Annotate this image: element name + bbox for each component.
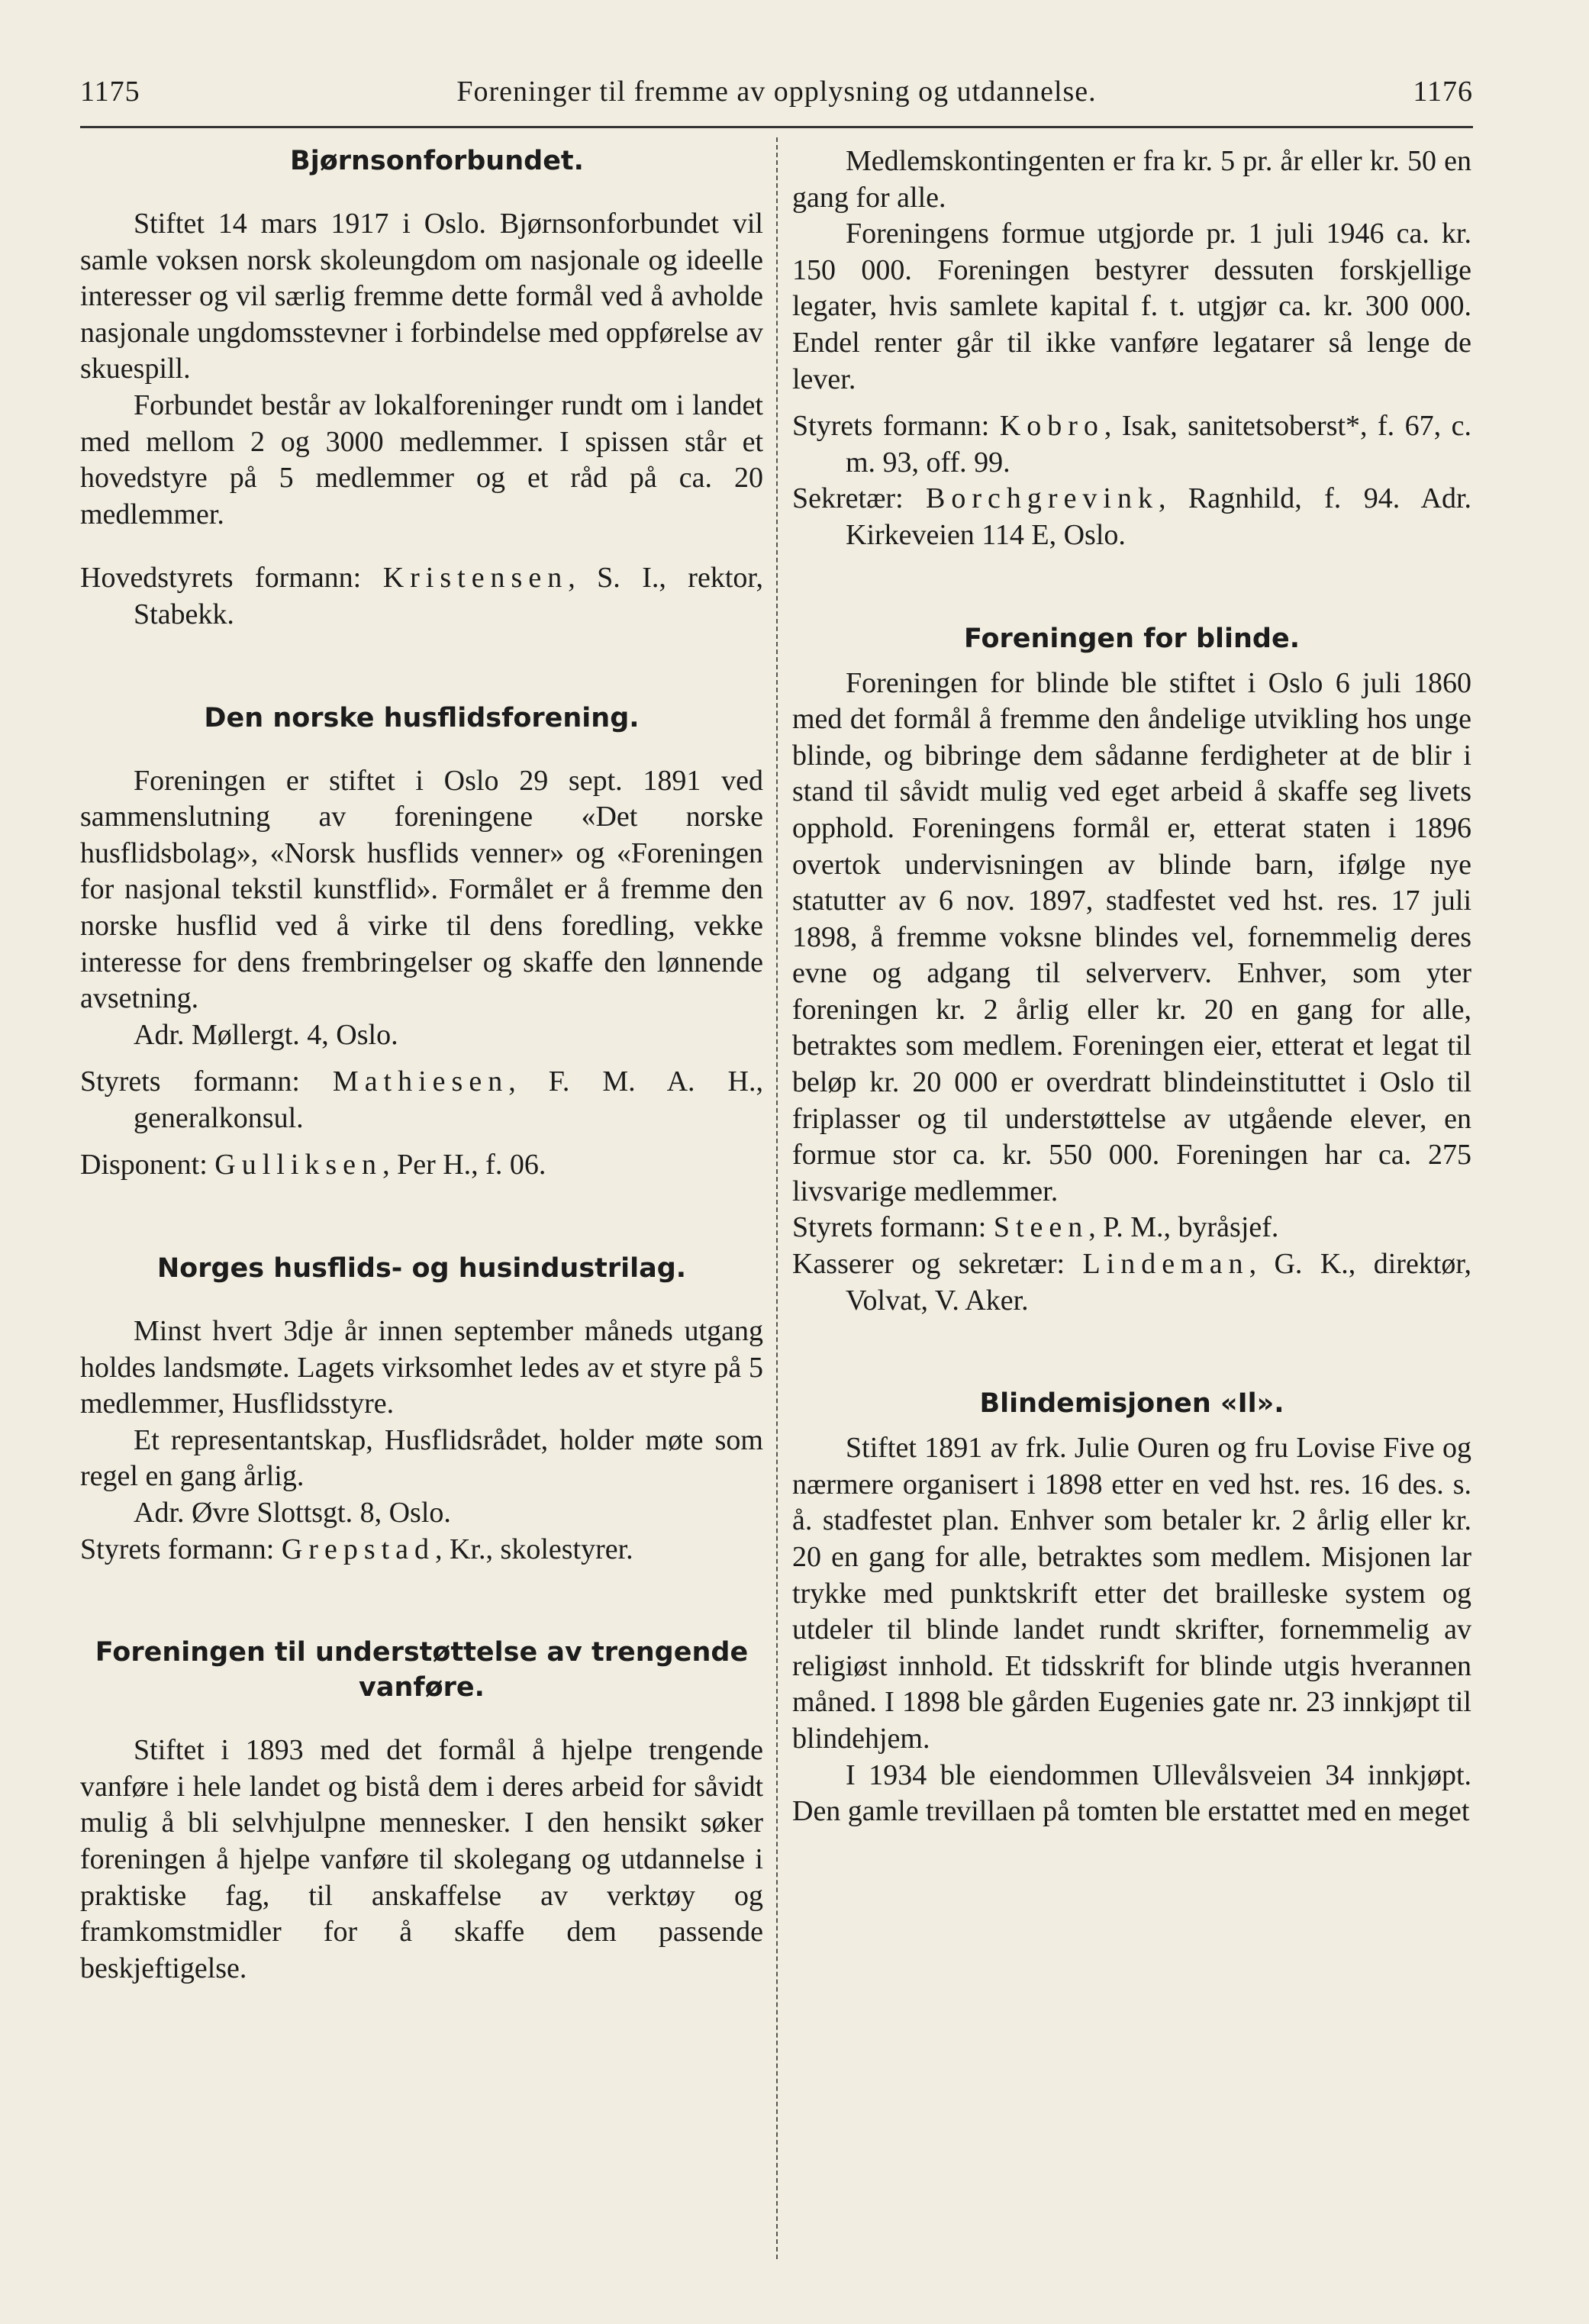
left-column [80, 143, 763, 1987]
officer-details: , Isak, sanitetsoberst*, f. 67, c. m. 93, off. 99. [846, 410, 1471, 479]
paragraph: Stiftet i 1893 med det formål å hjelpe trengende vanføre i hele landet og bistå dem i deres arbeid for såvidt mulig å bli selvhjulpne mennesker. I den hensikt søker foreningen å hjelpe vanføre til skolegang og utdannelse i praktiske fag, til anskaffelse av verktøy og framkomstmidler for å skaffe dem passende beskjeftigelse. [80, 1734, 763, 1984]
officer-details: , Ragnhild, f. 94. Adr. Kirkeveien 114 E, Oslo. [846, 482, 1471, 551]
officer-name: Lindeman [1082, 1248, 1249, 1281]
officer-line [792, 408, 1471, 481]
section-husflidsforening [80, 701, 763, 1185]
officer-line [792, 1210, 1471, 1246]
officer-name: Kristensen [382, 562, 569, 595]
paragraph: Minst hvert 3dje år innen september måneds utgang holdes landsmøte. Lagets virksomhet ledes av et styre på 5 medlemmer, Husflidsstyre. [80, 1315, 763, 1420]
officer-role: Styrets formann: [80, 1533, 282, 1565]
page-number-right: 1176 [1413, 76, 1473, 108]
address-line: Adr. Øvre Slottsgt. 8, Oslo. [134, 1497, 451, 1529]
address-line: Adr. Møllergt. 4, Oslo. [134, 1018, 398, 1051]
officer-line [80, 560, 763, 633]
officer-role: Styrets formann: [792, 410, 1000, 443]
column-divider [776, 137, 778, 2259]
section-heading: Foreningen til understøttelse av trengende vanføre. [95, 1637, 749, 1704]
section-heading: Bjørnsonforbundet. [290, 146, 584, 176]
section-heading: Den norske husflidsforening. [204, 702, 640, 733]
officer-details: , S. I., rektor, Stabekk. [134, 562, 764, 630]
officer-details: , Per H., f. 06. [382, 1149, 546, 1181]
paragraph: Stiftet 1891 av frk. Julie Ouren og fru Lovise Five og nærmere organisert i 1898 etter en ved hst. res. 16 des. s. å. stadfestet plan. Enhver som betaler kr. 2 årlig eller kr. 20 en gang for alle, betraktes som medlem. Misjonen lar trykke med punktskrift etter det brailleske system og utdeler til blinde landet rundt skrifter, fornemmelig av religiøst innhold. Et tidsskrift for blinde utgis hverannen måned. I 1898 ble gården Eugenies gate nr. 23 innkjøpt til blindehjem. [792, 1432, 1471, 1755]
paragraph: Et representantskap, Husflidsrådet, holder møte som regel en gang årlig. [80, 1423, 763, 1493]
page-number-left: 1175 [80, 76, 140, 108]
paragraph: Forbundet består av lokalforeninger rundt om i landet med mellom 2 og 3000 medlemmer. I spissen står et hovedstyre på 5 medlemmer og et råd på ca. 20 medlemmer. [80, 388, 763, 530]
officer-details: , Kr., skolestyrer. [435, 1533, 633, 1565]
page-header [80, 75, 1473, 121]
section-heading: Blindemisjonen «Il». [979, 1388, 1284, 1420]
officer-line [792, 481, 1471, 553]
officer-role: Styrets formann: [792, 1211, 994, 1244]
officer-role: Hovedstyrets formann: [80, 562, 383, 595]
officer-name: Borchgrevink [926, 482, 1159, 515]
paragraph: Foreningen for blinde ble stiftet i Oslo 6 juli 1860 med det formål å fremme den åndelige utvikling hos unge blinde, og bibringe dem sådanne ferdigheter at de blir i stand til såvidt mulig ved eget arbeid å skaffe seg livets opphold. Foreningens formål er, etterat staten i 1896 overtok undervisningen av blinde barn, ifølge nye statutter av 6 nov. 1897, stadfestet ved hst. res. 17 juli 1898, å fremme voksne blindes vel, fornemmelig deres evne og adgang til selververv. Enhver, som yter foreningen kr. 2 årlig eller kr. 20 en gang for alle, betraktes som medlem. Foreningen eier, etterat et legat til beløp kr. 20 000 er overdratt blindeinstituttet i Oslo til friplasser og til understøttelse av utgående elever, en formue stor ca. kr. 550 000. Foreningen har ca. 275 livsvarige medlemmer. [792, 666, 1471, 1207]
section-foreningen-for-blinde [792, 621, 1471, 1320]
officer-role: Kasserer og sekretær: [792, 1248, 1083, 1281]
right-column [792, 143, 1471, 1830]
officer-details: , G. K., direktør, Volvat, V. Aker. [846, 1248, 1471, 1317]
paragraph: I 1934 ble eiendommen Ullevålsveien 34 innkjøpt. Den gamle trevillaen på tomten ble erstattet med en meget [792, 1758, 1471, 1828]
officer-role: Sekretær: [792, 482, 927, 515]
officer-line [80, 1064, 763, 1136]
officer-details: , P. M., byråsjef. [1088, 1211, 1279, 1244]
section-trengende-vanfore [80, 1635, 763, 1987]
header-rule [80, 126, 1473, 128]
paragraph: Foreningens formue utgjorde pr. 1 juli 1946 ca. kr. 150 000. Foreningen bestyrer dessuten forskjellige legater, hvis samlete kapital f. t. utgjør ca. kr. 300 000. Endel renter går til ikke vanføre legatarer så lenge de lever. [792, 218, 1471, 395]
officer-details: , F. M. A. H., generalkonsul. [134, 1065, 763, 1134]
section-heading: Foreningen for blinde. [963, 623, 1301, 654]
officer-name: Kobro [999, 410, 1104, 443]
officer-name: Gulliksen [214, 1149, 383, 1181]
officer-name: Mathiesen [332, 1065, 509, 1098]
section-norges-husflidslag [80, 1251, 763, 1568]
officer-role: Disponent: [80, 1149, 215, 1181]
section-blindemisjonen [792, 1386, 1471, 1830]
officer-name: Steen [993, 1211, 1089, 1244]
running-title: Foreninger til fremme av opplysning og utdannelse. [456, 76, 1097, 108]
paragraph: Medlemskontingenten er fra kr. 5 pr. år eller kr. 50 en gang for alle. [792, 145, 1471, 214]
officer-line [792, 1246, 1471, 1319]
officer-line [80, 1532, 763, 1568]
paragraph: Stiftet 14 mars 1917 i Oslo. Bjørnsonforbundet vil samle voksen norsk skoleungdom om nasjonale og ideelle interesser og vil særlig fremme dette formål ved å avholde nasjonale ungdomsstevner i forbindelse med oppførelse av skuespill. [80, 208, 763, 385]
officer-role: Styrets formann: [80, 1065, 333, 1098]
section-bjornsonforbundet [80, 143, 763, 633]
section-heading: Norges husflids- og husindustrilag. [156, 1253, 687, 1284]
paragraph: Foreningen er stiftet i Oslo 29 sept. 1891 ved sammenslutning av foreningene «Det norske husflidsbolag», «Norsk husflids venner» og «Foreningen for nasjonal tekstil kunstflid». Formålet er å fremme den norske husflid ved å virke til dens foredling, vekke interesse for dens frembringelser og skaffe den lønnende avsetning. [80, 764, 763, 1015]
officer-name: Grepstad [281, 1533, 436, 1565]
officer-line [80, 1147, 763, 1184]
section-vanfore-continued [792, 143, 1471, 554]
